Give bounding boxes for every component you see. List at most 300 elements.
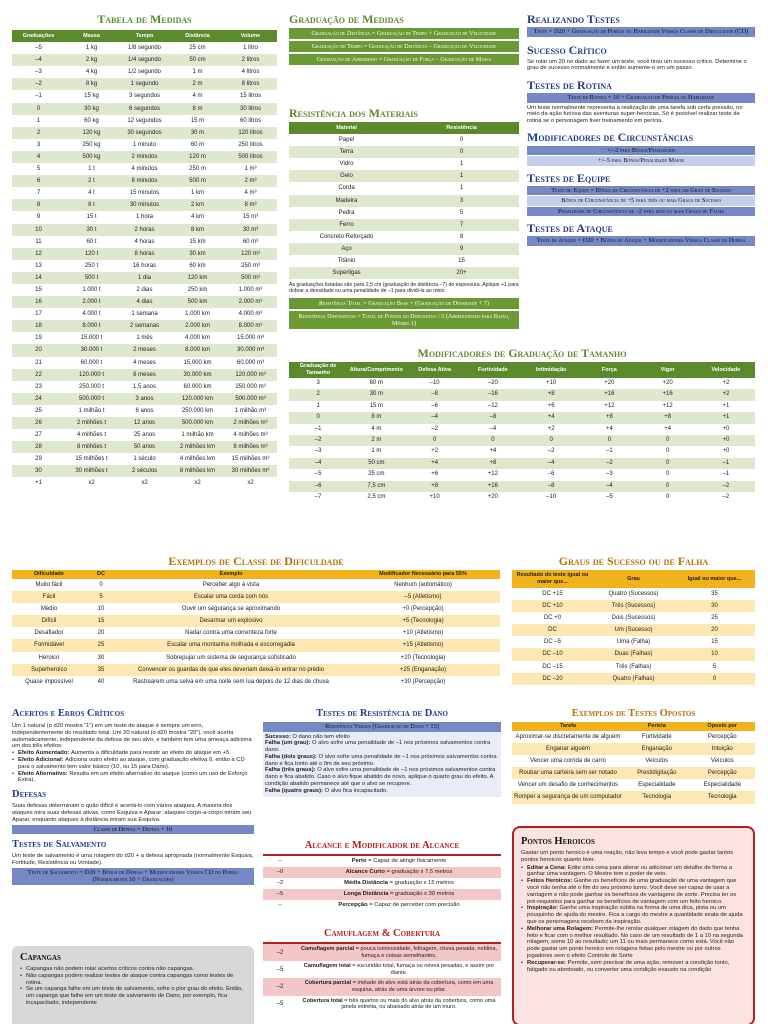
list-item-label: Inspiração: [527, 905, 560, 912]
table-cell: 2.000 m³ [238, 299, 263, 306]
measures-row [12, 296, 277, 308]
table-cell: 10 [35, 226, 42, 233]
table-cell: –2 [606, 459, 613, 466]
dc-row [12, 615, 500, 627]
table-cell: 1 litro [243, 45, 258, 52]
table-cell: –4 [489, 425, 497, 432]
header-cell: Massa [83, 33, 100, 39]
table-cell: Convencer os guardas de que eles deveriam deixá-lo entrar no prédio [137, 666, 325, 673]
damage-list [263, 732, 501, 797]
table-cell: 500 km [187, 299, 208, 306]
camo-row [263, 943, 501, 961]
damage-title: Testes de Resistência de Dano [316, 708, 448, 719]
table-cell: 60.000 km [183, 383, 212, 390]
table-cell: 250.000 m³ [235, 383, 266, 390]
header-cell: Furtividade [478, 366, 508, 373]
table-cell: 60 m [369, 380, 384, 386]
table-cell: 1 m³ [244, 166, 257, 173]
table-cell: 7,5 cm [367, 482, 386, 489]
table-cell: 0 [459, 137, 464, 144]
table-cell: +12 [662, 402, 673, 409]
table-cell: Muito fácil [35, 582, 63, 588]
list-item-label: Feitos Heroicos: [527, 878, 575, 885]
table-cell: 25 [97, 642, 105, 649]
size-row [289, 378, 755, 389]
table-cell: 60 kg [84, 117, 99, 124]
table-cell: 2.000 t [82, 299, 101, 306]
table-cell: DC –10 [542, 651, 563, 658]
table-cell: 60.000 m³ [236, 359, 264, 366]
table-cell: –10 [429, 380, 440, 386]
damage-item [265, 767, 499, 787]
camo-value: = pouca luminosidade, folhagem, chuva pesada, neblina, fumaça e coisas semelhantes. [355, 946, 498, 959]
table-cell: 8 minutos [131, 178, 158, 185]
table-cell: 30.000 m³ [236, 347, 264, 354]
materials-table [289, 122, 519, 279]
table-cell: 120.000 t [78, 371, 105, 378]
table-cell: –4 [606, 482, 613, 489]
size-row [289, 435, 755, 446]
size-title: Modificadores de Graduação de Tamanho [417, 346, 627, 360]
table-cell: 4 minutos [131, 166, 158, 173]
table-cell: 60 t [86, 238, 97, 245]
table-cell: 24 [35, 395, 42, 402]
table-cell: 8 [459, 233, 464, 240]
header-cell: Modificador Necessário para 55% [379, 571, 467, 577]
table-cell: Romper a segurança de um computador [514, 794, 622, 801]
heroic-intro: Gastar um ponto heroico é uma reação, não leva tempo e você pode gastar tantos pontos heroicos quanto tiver. [521, 850, 734, 863]
materials-row [289, 195, 519, 207]
table-cell: Enganação [641, 746, 672, 753]
measures-row [12, 103, 277, 115]
table-cell: 4 milhões km [179, 456, 216, 463]
measures-table [12, 30, 277, 490]
table-cell: 6 [36, 178, 41, 185]
list-item-text: Adiciona outro efeito ao ataque, com graduação efetiva 0, então a CD para o salvamento tem valor básico (10, ou 15 para Dano). [18, 756, 245, 770]
size-section [289, 346, 755, 503]
table-cell: 12 segundos [127, 117, 162, 124]
table-cell: 15 [97, 618, 105, 625]
table-cell: 8 m [192, 105, 203, 112]
list-item-label: Efeito Adicional: [18, 756, 66, 763]
table-cell: 1 milhão km [181, 432, 214, 439]
table-cell: Difícil [41, 618, 57, 625]
measure-grad-section [289, 12, 519, 67]
hits-list [12, 750, 254, 784]
table-cell: 500 litros [238, 153, 263, 160]
team-bonus: Bônus de Circunstância de +5 para três ou mais Graus de Sucesso [527, 196, 755, 206]
table-cell: 1 km [190, 190, 204, 197]
table-cell: Perceber algo à vista [202, 582, 260, 588]
team-formula: Teste de Equipe = Bônus de Circunstância de +2 para um Grau de Sucesso [527, 186, 755, 196]
range-value: = Capaz de perceber com precisão [369, 901, 460, 908]
table-cell: –1 [35, 93, 42, 100]
list-item-text: Edite uma cena para alterar ou adicionar um detalhe de forma a ganhar uma vantagem. O Mestre tem o poder de veto. [527, 864, 732, 878]
table-cell: 8 meses [133, 371, 156, 378]
table-cell: 19 [35, 335, 42, 342]
table-cell: Heroico [38, 654, 60, 661]
table-cell: 250.000 t [78, 383, 105, 390]
measures-row [12, 417, 277, 429]
table-cell: –3 [35, 69, 42, 76]
table-cell: 60.000 t [80, 359, 103, 366]
damage-item-text: O alvo sofre uma penalidade de –1 nos próximos salvamentos contra dano e fica abatido. Caso o alvo fique abatido de novo, aplique o quarto grau do efeito. A condição abatido permanece até que o alvo se recupere. [265, 767, 496, 788]
table-cell: 20+ [456, 270, 467, 277]
critical-text: Se rolar um 20 no dado ao fazer um teste, você tirou um sucesso crítico. Determine o grau de sucesso normalmente e então aumente-o em um passo. [527, 58, 747, 72]
table-cell: –1 [606, 448, 613, 455]
opposed-row [512, 767, 755, 779]
table-cell: 30 t [86, 226, 97, 233]
heroic-box [512, 826, 755, 1024]
range-name: Longa Distância [343, 890, 389, 897]
measures-row [12, 90, 277, 102]
table-cell: Tecnologia [707, 794, 737, 801]
table-cell: –4 [314, 459, 322, 466]
dc-row [12, 579, 500, 591]
table-cell: 8 milhões t [76, 444, 106, 451]
table-cell: 2 m [371, 437, 382, 444]
table-cell: Vidro [339, 161, 354, 168]
list-item [521, 865, 746, 879]
measures-row [12, 139, 277, 151]
size-row [289, 446, 755, 457]
table-cell: 30 [711, 603, 718, 610]
table-cell: Duas (Falhas) [614, 651, 653, 658]
table-cell: 8 m³ [244, 202, 257, 209]
minions-box [12, 946, 254, 1024]
table-cell: 11 [35, 238, 42, 245]
table-cell: Desarmar um explosivo [199, 618, 263, 625]
attack-title: Testes de Ataque [527, 221, 613, 236]
table-cell: 1 [459, 185, 464, 192]
camo-desc [297, 996, 501, 1013]
table-cell: Especialidade [703, 782, 741, 789]
range-mod: –2 [276, 879, 284, 886]
table-cell: +6 [547, 402, 555, 409]
degrees-col-result: Resultado do teste igual ou maior que... [516, 572, 589, 585]
table-cell: 8 [36, 202, 41, 209]
table-cell: Médio [40, 606, 58, 613]
table-cell: 8 milhões km [179, 468, 216, 475]
table-cell: 29 [35, 456, 42, 463]
table-cell: DC –20 [542, 675, 563, 682]
materials-row [289, 207, 519, 219]
opposed-section [512, 708, 755, 804]
table-cell: Terra [339, 149, 354, 156]
table-cell: 3 [36, 141, 41, 148]
table-cell: Vencer uma corrida de carro [530, 758, 606, 765]
range-row [263, 889, 501, 900]
table-cell: 30 m [369, 391, 384, 398]
table-cell: Rastrearem uma selva em uma noite sem lua depois de 12 dias de chuva [133, 678, 329, 685]
table-cell: 25 anos [133, 432, 156, 439]
table-cell: +8 [664, 414, 672, 421]
table-cell: 15 m³ [242, 214, 259, 221]
damage-section [263, 708, 501, 797]
table-cell: 120 t [84, 250, 99, 257]
measures-title: Tabela de Medidas [97, 12, 192, 26]
table-cell: 1 [316, 402, 320, 409]
camo-row [263, 996, 501, 1013]
table-cell: +4 [605, 425, 613, 432]
degrees-row [512, 673, 755, 685]
table-cell: 0 [99, 582, 103, 588]
table-cell: Aço [341, 245, 352, 252]
size-row [289, 389, 755, 400]
size-row [289, 481, 755, 492]
formula-distance: Graduação de Distância = Graduação de Tempo + Graduação de Velocidade [289, 28, 519, 39]
table-cell: 30 litros [239, 105, 261, 112]
degrees-col-equal: Igual ou maior que... [687, 575, 742, 582]
damage-item-label: Falha (três graus): [265, 767, 318, 774]
table-cell: 0 [549, 437, 553, 444]
range-mod: – [278, 858, 282, 864]
table-cell: 250 m [189, 166, 206, 173]
table-cell: –2 [722, 482, 730, 489]
dc-title: Exemplos de Classe de Dificuldade [168, 554, 344, 568]
measures-row [12, 429, 277, 441]
table-cell: 12 anos [133, 420, 156, 426]
table-cell: Escalar uma montanha molhada e escorregadia [167, 642, 295, 649]
table-cell: 9 [36, 214, 41, 221]
table-cell: Dois (Sucessos) [611, 615, 656, 622]
measures-row [12, 441, 277, 453]
table-cell: –3 [606, 471, 613, 478]
table-cell: –2 [35, 81, 42, 88]
table-cell: 250 t [84, 262, 99, 269]
camo-mod: –2 [276, 983, 284, 990]
table-cell: Enganar alguém [545, 746, 591, 753]
table-cell: 250.000 km [181, 407, 214, 414]
table-cell: Veículos [710, 758, 734, 765]
table-cell: 2 m³ [244, 178, 257, 185]
table-cell: 500.000 m³ [235, 395, 266, 402]
opposed-table [512, 722, 755, 804]
table-cell: Três (Falhas) [615, 663, 652, 670]
measures-row [12, 381, 277, 393]
table-cell: Madeira [335, 197, 358, 204]
table-cell: +12 [487, 471, 498, 478]
range-desc [297, 900, 501, 911]
table-cell: 5 [99, 594, 103, 601]
table-cell: 8 t [88, 202, 95, 209]
table-cell: 500 kg [82, 153, 101, 160]
header-cell: Vigor [660, 366, 675, 373]
range-name: Percepção [338, 901, 368, 908]
degrees-row [512, 612, 755, 624]
header-cell: Exemplo [219, 571, 243, 577]
table-cell: 10 [97, 606, 105, 613]
table-cell: 15 minutos [129, 190, 160, 197]
formula-throw: Graduação de Arremesso = Graduação de Força – Graduação de Massa [289, 54, 519, 65]
table-cell: Veículos [645, 758, 669, 765]
range-value: = graduação x 15 metros [389, 879, 454, 886]
table-cell: Tecnologia [642, 794, 672, 801]
table-cell: 0 [491, 437, 495, 444]
table-cell: 8 milhões m³ [233, 444, 268, 451]
table-cell: +6 [431, 471, 439, 478]
header-cell: Volume [240, 33, 261, 39]
table-cell: DC +0 [543, 615, 562, 622]
header-cell: DC [97, 571, 105, 577]
measures-row [12, 369, 277, 381]
range-name: Alcance Curto [345, 868, 385, 875]
measures-row [12, 78, 277, 90]
table-cell: 28 [35, 444, 42, 451]
range-row [263, 867, 501, 878]
range-name: Média Distância [344, 879, 388, 886]
table-cell: –2 [314, 437, 322, 444]
degrees-row [512, 648, 755, 660]
table-cell: –4 [431, 414, 438, 421]
measures-row [12, 477, 277, 489]
materials-row [289, 146, 519, 158]
table-cell: 2.000 km [185, 323, 210, 330]
table-cell: Superligas [332, 270, 361, 277]
table-cell: +0 (Percepção) [402, 606, 444, 613]
table-cell: Percepção [707, 770, 737, 777]
range-table [263, 854, 501, 911]
table-cell: +2 [722, 380, 730, 386]
table-cell: 120.000 km [181, 395, 214, 402]
table-cell: 4 m³ [244, 190, 257, 197]
table-cell: 2 dias [136, 286, 153, 293]
table-cell: 4 m [192, 93, 203, 100]
list-item-label: Editar a Cena: [527, 864, 568, 871]
table-cell: 18 [35, 323, 42, 330]
table-cell: 0 [712, 675, 717, 682]
table-cell: 1/4 segundo [127, 57, 162, 64]
table-cell: 500.000 km [181, 420, 214, 426]
table-cell: 30.000 km [183, 371, 212, 378]
degrees-row [512, 600, 755, 612]
table-cell: –2 [547, 448, 555, 455]
table-cell: 50 cm [368, 459, 385, 466]
measures-row [12, 248, 277, 260]
table-cell: 0 [36, 105, 41, 112]
measures-row [12, 42, 277, 54]
table-cell: +20 [487, 494, 498, 501]
table-cell: –6 [314, 482, 322, 489]
table-cell: 1,5 anos [132, 383, 157, 390]
table-cell: 15 [458, 258, 465, 265]
table-cell: –8 [431, 391, 438, 398]
size-row [289, 424, 755, 435]
table-cell: 0 [432, 437, 437, 444]
degrees-col-grade: Grau [627, 575, 640, 582]
table-cell: –4 [35, 57, 42, 64]
table-cell: 1 m [371, 448, 382, 455]
materials-row [289, 134, 519, 146]
size-row [289, 401, 755, 412]
measures-row [12, 357, 277, 369]
table-cell: 2 litros [241, 57, 260, 64]
table-cell: 4.000 m³ [238, 311, 263, 318]
range-desc [297, 889, 501, 900]
measures-row [12, 320, 277, 332]
table-cell: Pedra [338, 209, 355, 216]
list-item-text: Ganhe uma inspiração súbita na forma de uma dica, pista ou um pouquinho de ajuda do mestre. Fica a cargo do mestre a quantidade exata de ajuda que os personagens recebem da inspiração. [527, 905, 743, 925]
table-cell: 1 segundo [130, 81, 159, 88]
damage-item-text: O alvo fica incapacitado. [324, 787, 388, 794]
table-cell: 120 m [189, 153, 206, 160]
damage-item [265, 734, 499, 741]
minions-title: Capangas [20, 952, 61, 963]
table-cell: 120 kg [82, 129, 101, 136]
list-item-text: Resulta em um efeito alternativo do ataque (como um uso de Esforço Extra). [18, 770, 248, 784]
table-cell: +2 [722, 391, 730, 398]
list-item [12, 771, 254, 785]
table-cell: +1 [722, 414, 730, 421]
table-cell: +16 [662, 391, 673, 398]
defenses-title: Defesas [12, 789, 47, 801]
table-cell: x2 [247, 480, 254, 487]
list-item-text: Permite, sem precisar de uma ação, remover a condição tonto, fatigado ou atordoado, ou converter uma condição exausto na condição [527, 959, 730, 973]
table-cell: 120 litros [238, 129, 263, 136]
table-cell: Superheroico [31, 666, 67, 673]
measures-row [12, 163, 277, 175]
heroic-title: Pontos Heroicos [521, 836, 595, 847]
table-cell: 50 cm [189, 57, 206, 64]
table-cell: 15 [35, 286, 42, 293]
table-cell: 4 litros [241, 69, 260, 76]
table-cell: DC +10 [542, 603, 563, 610]
materials-note: As graduações listadas são para 2,5 cm (graduação de distância –7) de espessura. Aplique +1 para dobrar a densidade ou uma penalidade de –1 para dividi-la ao meio. [289, 282, 519, 295]
list-item-label: Efeito Alternativo: [18, 770, 70, 777]
table-cell: 500 m³ [241, 274, 260, 281]
table-cell: Quatro (Sucessos) [608, 591, 659, 597]
dc-row [12, 627, 500, 639]
table-cell: +10 (Atletismo) [402, 630, 444, 637]
table-cell: 1 kg [85, 45, 98, 52]
camo-value: = três quartos ou mais do alvo atrás da cobertura, como uma janela estreita, ou abaixado atrás de um muro. [341, 997, 496, 1011]
range-value: = Capaz de atingir fisicamente [368, 858, 447, 864]
measures-row [12, 66, 277, 78]
range-desc [297, 867, 501, 878]
table-cell: +25 (Enganação) [399, 666, 447, 673]
list-item [12, 750, 254, 757]
table-cell: 0 [607, 437, 612, 444]
list-item-label: Melhorar uma Rolagem: [527, 925, 595, 932]
degrees-row [512, 661, 755, 673]
degrees-title: Graus de Sucesso ou de Falha [558, 554, 709, 568]
table-cell: 6 anos [135, 407, 154, 414]
table-cell: 16 horas [132, 262, 157, 269]
degrees-row [512, 624, 755, 636]
table-cell: –1 [722, 459, 730, 466]
team-title: Testes de Equipe [527, 170, 611, 185]
table-cell: 250 km [187, 286, 208, 293]
table-cell: 30 [35, 468, 42, 475]
table-cell: 30 [97, 654, 105, 661]
dc-row [12, 664, 500, 676]
table-cell: Fácil [42, 594, 56, 601]
table-cell: 1 [459, 173, 464, 180]
degrees-section [512, 554, 755, 685]
table-cell: 0 [665, 482, 670, 489]
dc-row [12, 591, 500, 603]
table-cell: DC –5 [543, 639, 561, 646]
damage-item-label: Falha (quatro graus): [265, 787, 325, 794]
realizing-title: Realizando Testes [527, 12, 620, 26]
table-cell: 8.000 m³ [238, 323, 263, 330]
table-cell: –2 [431, 425, 438, 432]
table-cell: 5 [36, 166, 41, 173]
table-cell: x2 [88, 480, 95, 487]
table-cell: Escalar uma corda com nós [193, 594, 269, 601]
list-item [521, 878, 746, 905]
table-cell: 5 [712, 663, 717, 670]
